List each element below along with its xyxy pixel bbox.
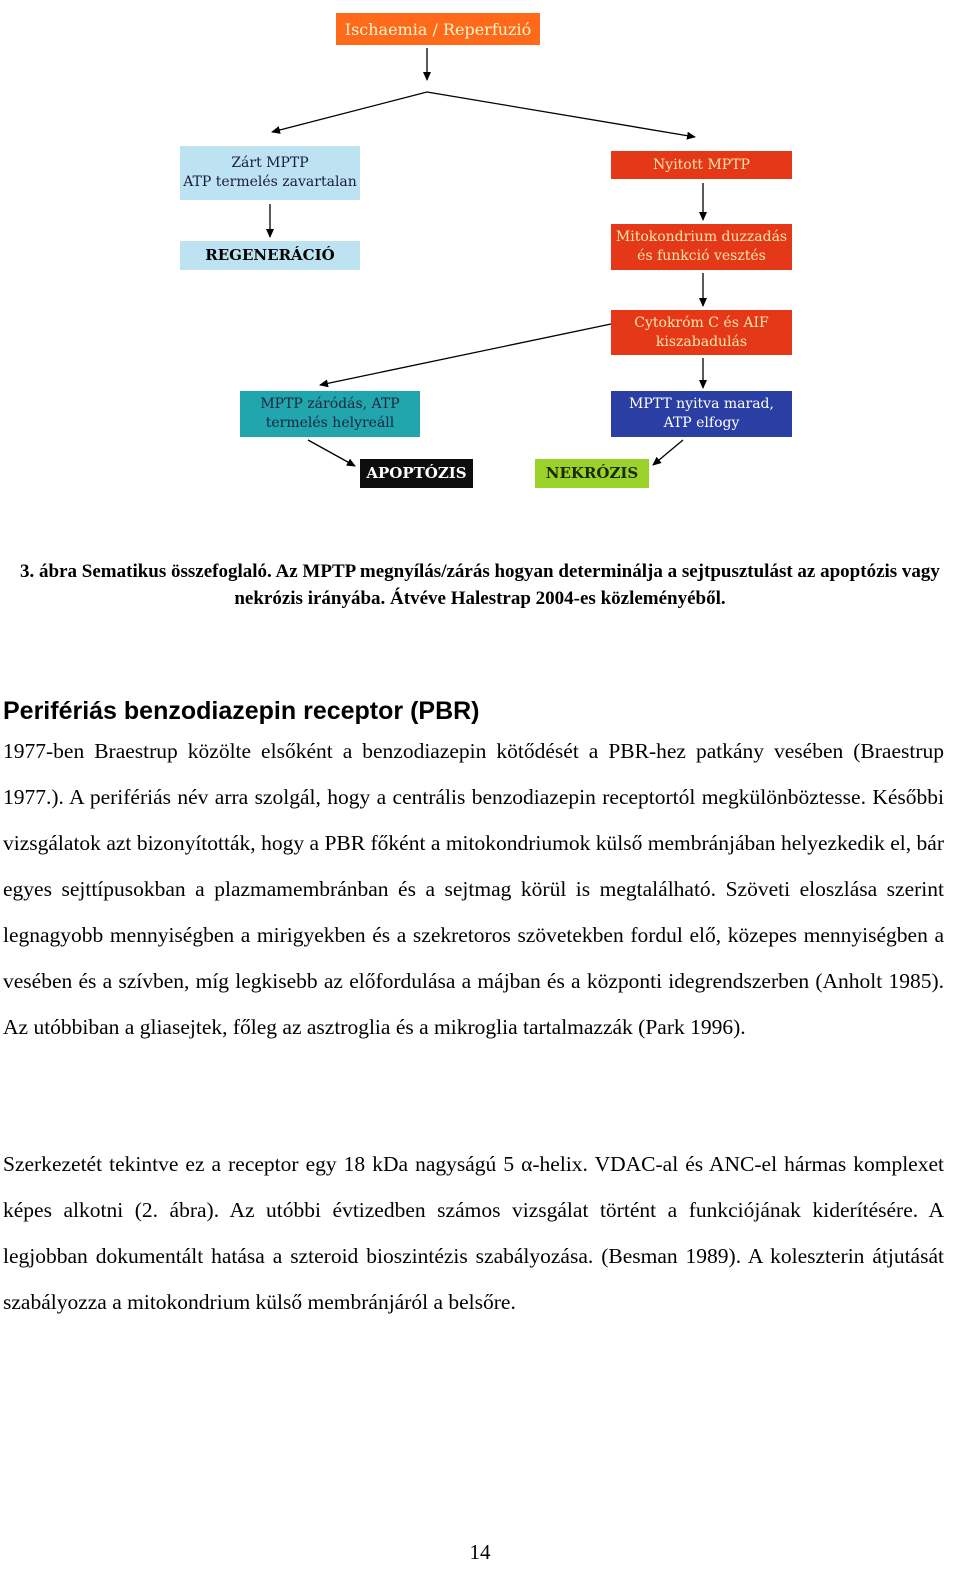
closed-mptp-line-2: ATP termelés zavartalan [183, 174, 357, 190]
regeneration-box [180, 241, 360, 270]
mito-swelling-line-1: Mitokondrium duzzadás [615, 229, 788, 245]
body-paragraph-1: 1977-ben Braestrup közölte elsőként a benzodiazepin kötődését a PBR-hez patkány vesében (Braestrup 1977.). A perifériás név arra szolgál, hogy a centrális benzodiazepin receptortól megkülönböztesse. Későbbi vizsgálatok azt bizonyították, hogy a PBR főként a mitokondriumok külső membránjában helyezkedik el, bár egyes sejttípusokban a plazmamembránban és a sejtmag körül is megtalálható. Szöveti eloszlása szerint legnagyobb mennyiségben a mirigyekben és a szekretoros szövetekben fordul elő, közepes mennyiségben a vesében és a szívben, míg legkisebb az előfordulása a májban és a központi idegrendszerben (Anholt 1985). Az utóbbiban a gliasejtek, főleg az asztroglia és a mikroglia tartalmazzák (Park 1996). [3, 739, 944, 1039]
mptp-closure-line-2: termelés helyreáll [265, 415, 395, 431]
mptp-closure-box [240, 391, 420, 437]
open-mptp-box [611, 151, 792, 179]
cytochrome-line-1: Cytokróm C és AIF [634, 314, 769, 331]
necrosis-box [535, 459, 649, 488]
figure-caption: 3. ábra Sematikus összefoglaló. Az MPTP megnyílás/zárás hogyan determinálja a sejtpusztulást az apoptózis vagy nekrózis irányába. Átvéve Halestrap 2004-es közleményéből. [20, 561, 940, 609]
closed-mptp-box [180, 146, 360, 200]
mitochondrial-swelling-box [611, 224, 792, 270]
apoptosis-box [360, 459, 473, 488]
mptt-stays-open-box [611, 391, 792, 437]
arrow-to-open-mptp [427, 92, 695, 137]
arrow-to-closed-mptp [272, 92, 427, 132]
apoptosis-label: APOPTÓZIS [366, 464, 467, 482]
ischaemia-label: Ischaemia / Reperfuzió [344, 19, 532, 39]
arrow-mptt-to-necrosis [653, 440, 683, 465]
open-mptp-label: Nyitott MPTP [653, 156, 750, 173]
arrow-closure-to-apoptosis [308, 440, 355, 466]
section-title: Perifériás benzodiazepin receptor (PBR) [3, 697, 480, 725]
necrosis-label: NEKRÓZIS [545, 464, 639, 482]
flow-arrows [0, 0, 960, 500]
ischaemia-reperfusion-box [336, 13, 540, 45]
mptt-open-line-1: MPTT nyitva marad, [629, 396, 774, 412]
body-paragraph-2: Szerkezetét tekintve ez a receptor egy 18 kDa nagyságú 5 α-helix. VDAC-al és ANC-el hármas komplexet képes alkotni (2. ábra). Az utóbbi évtizedben számos vizsgálat történt a funkciójának kiderítésére. A legjobban dokumentált hatása a szteroid bioszintézis szabályozása. (Besman 1989). A koleszterin átjutását szabályozza a mitokondrium külső membránjáról a belsőre. [3, 1152, 944, 1314]
mito-swelling-line-2: és funkció vesztés [637, 248, 766, 264]
mptp-closure-line-1: MPTP záródás, ATP [260, 396, 400, 412]
arrow-cyto-to-closure [320, 324, 611, 385]
cytochrome-line-2: kiszabadulás [655, 333, 748, 350]
cytochrome-release-box [611, 310, 792, 355]
page-number: 14 [469, 1540, 491, 1564]
regeneration-label: REGENERÁCIÓ [205, 246, 335, 264]
closed-mptp-line-1: Zárt MPTP [231, 155, 309, 171]
mptt-open-line-2: ATP elfogy [663, 415, 740, 431]
